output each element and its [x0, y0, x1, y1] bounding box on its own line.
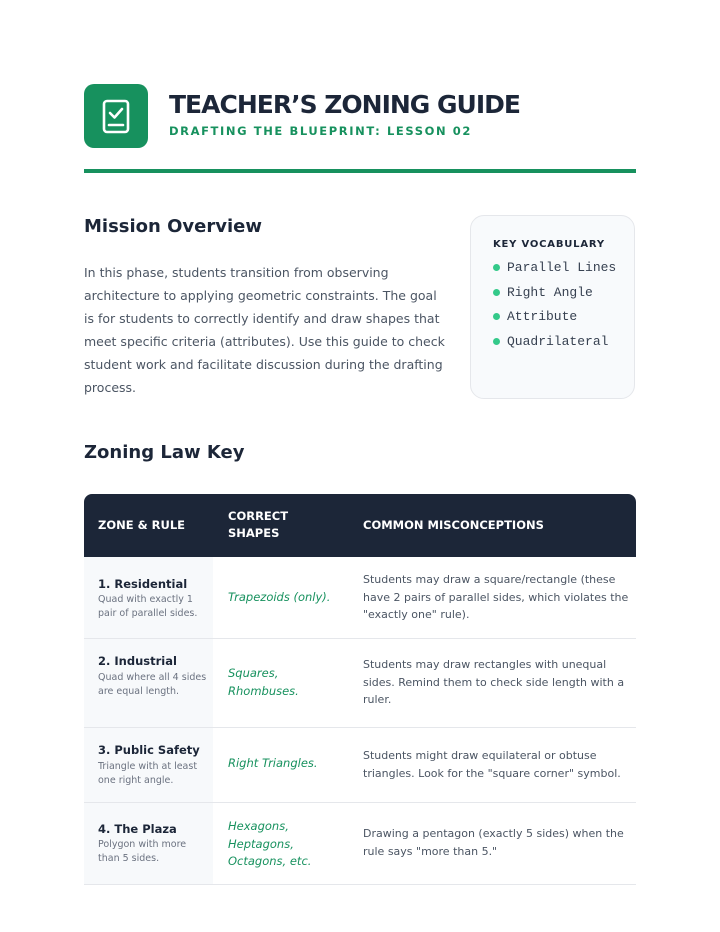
zone-rule: Triangle with at least one right angle.: [98, 761, 198, 786]
table-row: [84, 728, 636, 803]
misconception-cell: Students might draw equilateral or obtuse triangles. Look for the "square corner" symbol.: [363, 749, 621, 780]
bullet-dot-icon: [493, 313, 500, 320]
vocabulary-term: Parallel Lines: [507, 260, 617, 275]
vocabulary-item: [493, 260, 616, 285]
clipboard-check-icon: [102, 98, 130, 134]
misconception-cell: Drawing a pentagon (exactly 5 sides) when the rule says "more than 5.": [363, 827, 624, 858]
vocabulary-label: KEY VOCABULARY: [493, 239, 605, 250]
zone-cell: [84, 557, 213, 638]
page-header: [84, 84, 636, 148]
bullet-dot-icon: [493, 264, 500, 271]
zone-cell: [84, 728, 213, 802]
zone-rule: Quad where all 4 sides are equal length.: [98, 672, 207, 697]
vocabulary-card: [470, 215, 635, 399]
table-row: [84, 557, 636, 639]
column-header-zone: ZONE & RULE: [98, 518, 186, 532]
zone-name: 1. Residential: [98, 577, 188, 591]
vocabulary-item: [493, 334, 616, 359]
misconception-cell: Students may draw a square/rectangle (these have 2 pairs of parallel sides, which violates the "exactly one" rule).: [363, 573, 629, 621]
bullet-dot-icon: [493, 338, 500, 345]
zone-name: 3. Public Safety: [98, 743, 200, 757]
table-row: [84, 803, 636, 885]
zoning-heading: Zoning Law Key: [84, 442, 245, 463]
column-header-misconceptions: COMMON MISCONCEPTIONS: [363, 518, 544, 532]
column-header-shapes: CORRECT SHAPES: [228, 509, 289, 540]
zone-rule: Polygon with more than 5 sides.: [98, 839, 187, 864]
mission-heading: Mission Overview: [84, 216, 262, 237]
vocabulary-item: [493, 309, 616, 334]
table-row: [84, 639, 636, 728]
mission-body: In this phase, students transition from observing architecture to applying geometric constraints. The goal is for students to correctly identify and draw shapes that meet specific criteria (attributes). Use this guide to check student work and facilitate discussion during the drafting process.: [84, 265, 445, 395]
correct-shapes-cell: Hexagons, Heptagons, Octagons, etc.: [228, 819, 312, 868]
vocabulary-term: Right Angle: [507, 284, 593, 300]
correct-shapes-cell: Right Triangles.: [228, 756, 318, 770]
zone-rule: Quad with exactly 1 pair of parallel sides.: [98, 594, 198, 619]
vocabulary-item: [493, 285, 616, 310]
vocabulary-list: [493, 260, 616, 359]
zone-name: 4. The Plaza: [98, 822, 177, 836]
vocabulary-term: Attribute: [507, 309, 578, 325]
misconception-cell: Students may draw rectangles with unequal sides. Remind them to check side length with a ruler.: [363, 658, 625, 706]
page-title: TEACHER’S ZONING GUIDE: [169, 90, 520, 119]
correct-shapes-cell: Trapezoids (only).: [228, 590, 331, 604]
page-subtitle: DRAFTING THE BLUEPRINT: LESSON 02: [169, 124, 472, 138]
correct-shapes-cell: Squares, Rhombuses.: [228, 666, 299, 698]
lesson-logo: [84, 84, 148, 148]
table-header: [84, 494, 636, 557]
header-divider: [84, 169, 636, 173]
bullet-dot-icon: [493, 289, 500, 296]
zone-cell: [84, 803, 213, 884]
zoning-table: [84, 494, 636, 885]
zone-name: 2. Industrial: [98, 654, 177, 668]
vocabulary-term: Quadrilateral: [507, 334, 609, 350]
zone-cell: [84, 639, 213, 727]
